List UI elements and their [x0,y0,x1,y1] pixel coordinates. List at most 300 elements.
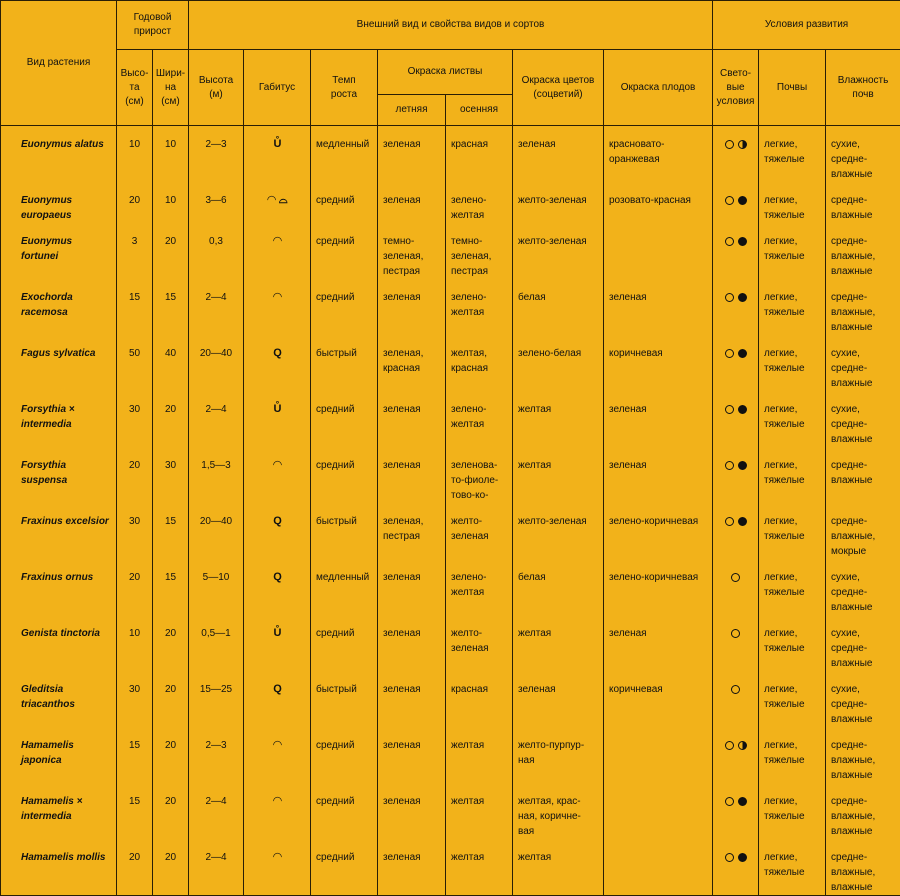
fruit-color-cell: коричневая [604,671,712,697]
leaf-autumn-cell-container [446,182,513,223]
species-cell-container [1,447,117,503]
fruit-color-cell-container [604,391,713,447]
leaf-autumn-cell: желто- зеленая [446,503,512,544]
leaf-autumn-cell: зелено- желтая [446,182,512,223]
soil-cell: легкие, тяжелые [759,335,825,376]
height-cell: 1,5—3 [189,447,243,473]
fruit-color-cell-container [604,126,713,183]
growth-height-cell-container [117,126,153,183]
growth-rate-cell-container [311,839,378,896]
moisture-cell: средне- влажные [826,182,900,223]
leaf-summer-cell: зеленая, пестрая [378,503,445,544]
fruit-color-cell-container [604,727,713,783]
sun-icon [725,853,734,862]
growth-rate-cell-container [311,279,378,335]
fruit-color-cell: зеленая [604,391,712,417]
light-conditions-cell-container [713,503,759,559]
growth-height-cell-container [117,615,153,671]
sun-icon [725,293,734,302]
growth-height-cell-container [117,391,153,447]
flower-color-cell-container [513,671,604,727]
fruit-color-cell-container [604,839,713,896]
soil-cell-container [759,671,826,727]
fruit-color-cell [604,727,712,738]
growth-rate-cell-container [311,559,378,615]
round-crown-tree-icon: Q [244,335,310,361]
leaf-autumn-cell: желтая [446,783,512,809]
flower-color-cell-container [513,503,604,559]
soil-cell-container [759,727,826,783]
light-conditions-icons [713,839,758,865]
flower-color-cell: желто-зеленая [513,182,603,208]
growth-rate-cell-container [311,727,378,783]
table-header [1,1,900,126]
moisture-cell-container [826,727,900,783]
growth-rate-cell: средний [311,223,377,249]
flower-color-cell: желто-зеленая [513,223,603,249]
growth-height-cell: 30 [117,503,152,529]
fruit-color-cell [604,839,712,850]
height-cell: 3—6 [189,182,243,208]
moisture-cell: сухие, средне- влажные [826,615,900,671]
growth-height-cell-container [117,839,153,896]
growth-rate-cell: средний [311,839,377,865]
half-shade-icon [738,140,747,149]
soil-cell: легкие, тяжелые [759,615,825,656]
sun-icon [725,797,734,806]
leaf-autumn-cell-container [446,126,513,183]
height-cell-container [189,615,244,671]
header-fruit-color: Окраска плодов [604,50,713,126]
leaf-summer-cell-container [378,783,446,839]
height-cell-container [189,727,244,783]
species-cell: Euonymus europaeus [1,182,116,223]
table-row [1,126,900,183]
light-conditions-icons [713,559,758,585]
height-cell: 2—4 [189,391,243,417]
height-cell: 0,5—1 [189,615,243,641]
table-row [1,839,900,896]
fruit-color-cell-container [604,223,713,279]
light-conditions-icons [713,391,758,417]
fruit-color-cell: зеленая [604,615,712,641]
header-leaf-autumn: осенняя [446,95,513,126]
moisture-cell: средне- влажные, влажные [826,279,900,335]
leaf-autumn-cell: зелено- желтая [446,391,512,432]
shade-icon [738,293,747,302]
moisture-cell-container [826,335,900,391]
flower-color-cell-container [513,727,604,783]
round-crown-tree-icon: Q [244,671,310,697]
leaf-summer-cell-container [378,447,446,503]
leaf-autumn-cell: желтая [446,727,512,753]
height-cell: 15—25 [189,671,243,697]
flower-color-cell: зеленая [513,671,603,697]
header-moisture: Влажность почв [826,50,900,126]
height-cell-container [189,447,244,503]
growth-width-cell-container [153,615,189,671]
fruit-color-cell-container [604,447,713,503]
growth-rate-cell-container [311,223,378,279]
table-row [1,447,900,503]
growth-height-cell-container [117,559,153,615]
growth-width-cell: 15 [153,559,188,585]
leaf-autumn-cell: желтая, красная [446,335,512,376]
moisture-cell: средне- влажные, мокрые [826,503,900,559]
growth-rate-cell-container [311,503,378,559]
moisture-cell: сухие, средне- влажные [826,126,900,182]
flower-color-cell: желтая [513,839,603,865]
light-conditions-icons [713,503,758,529]
species-cell: Fagus sylvatica [1,335,116,361]
fruit-color-cell-container [604,335,713,391]
flower-color-cell: белая [513,559,603,585]
growth-rate-cell-container [311,783,378,839]
light-conditions-cell-container [713,839,759,896]
flower-color-cell-container [513,839,604,896]
header-soil: Почвы [759,50,826,126]
table-row [1,279,900,335]
leaf-summer-cell: зеленая [378,126,445,152]
species-cell: Forsythia × intermedia [1,391,116,432]
habit-icon-container [244,559,311,615]
growth-width-cell-container [153,279,189,335]
soil-cell: легкие, тяжелые [759,727,825,768]
soil-cell-container [759,559,826,615]
soil-cell-container [759,335,826,391]
growth-width-cell-container [153,727,189,783]
leaf-summer-cell-container [378,335,446,391]
moisture-cell-container [826,279,900,335]
habit-icon-container [244,391,311,447]
growth-width-cell: 20 [153,391,188,417]
table-row [1,223,900,279]
table-row [1,391,900,447]
species-cell: Forsythia suspensa [1,447,116,488]
light-conditions-cell-container [713,447,759,503]
leaf-autumn-cell-container [446,727,513,783]
height-cell-container [189,126,244,183]
light-conditions-icons [713,223,758,249]
species-cell: Hamamelis mollis [1,839,116,865]
growth-width-cell: 40 [153,335,188,361]
habit-icon-container [244,503,311,559]
soil-cell: легкие, тяжелые [759,279,825,320]
moisture-cell: средне- влажные, влажные [826,783,900,839]
soil-cell-container [759,223,826,279]
height-cell: 20—40 [189,503,243,529]
growth-width-cell: 10 [153,182,188,208]
header-leaf-color: Окраска листвы [378,50,513,95]
moisture-cell-container [826,671,900,727]
growth-rate-cell: средний [311,182,377,208]
sun-icon [731,685,740,694]
soil-cell-container [759,391,826,447]
growth-rate-cell: средний [311,447,377,473]
growth-width-cell: 20 [153,615,188,641]
sun-icon [725,140,734,149]
height-cell: 2—4 [189,783,243,809]
species-cell-container [1,126,117,183]
growth-height-cell-container [117,671,153,727]
leaf-autumn-cell-container [446,503,513,559]
flower-color-cell-container [513,615,604,671]
light-conditions-cell-container [713,335,759,391]
soil-cell-container [759,615,826,671]
table-row [1,335,900,391]
flower-color-cell: зеленая [513,126,603,152]
light-conditions-icons [713,783,758,809]
leaf-autumn-cell-container [446,559,513,615]
fruit-color-cell: зеленая [604,447,712,473]
moisture-cell: сухие, средне- влажные [826,391,900,447]
light-conditions-cell-container [713,671,759,727]
growth-height-cell-container [117,783,153,839]
growth-width-cell-container [153,559,189,615]
leaf-autumn-cell-container [446,615,513,671]
height-cell-container [189,559,244,615]
shade-icon [738,797,747,806]
growth-height-cell-container [117,727,153,783]
growth-width-cell-container [153,391,189,447]
light-conditions-icons [713,279,758,305]
growth-width-cell: 20 [153,783,188,809]
soil-cell: легкие, тяжелые [759,559,825,600]
table-row [1,559,900,615]
spreading-icon: ◠ [244,839,310,865]
shade-icon [738,196,747,205]
shade-icon [738,461,747,470]
sun-icon [725,237,734,246]
height-cell-container [189,783,244,839]
species-cell-container [1,783,117,839]
soil-cell: легкие, тяжелые [759,783,825,824]
flower-color-cell: желтая [513,447,603,473]
header-appearance: Внешний вид и свойства видов и сортов [189,1,713,50]
light-conditions-icons [713,126,758,152]
soil-cell: легкие, тяжелые [759,839,825,880]
growth-width-cell-container [153,182,189,223]
growth-height-cell-container [117,223,153,279]
leaf-summer-cell: зеленая [378,559,445,585]
height-cell: 0,3 [189,223,243,249]
light-conditions-cell-container [713,559,759,615]
habit-icon-container [244,182,311,223]
flower-color-cell-container [513,783,604,839]
growth-rate-cell: средний [311,727,377,753]
leaf-autumn-cell-container [446,223,513,279]
growth-height-cell: 20 [117,559,152,585]
sun-icon [725,349,734,358]
growth-width-cell-container [153,447,189,503]
shade-icon [738,517,747,526]
growth-rate-cell: средний [311,615,377,641]
half-shade-icon [738,741,747,750]
spreading-icon: ◠ [244,447,310,473]
moisture-cell-container [826,391,900,447]
upright-oval-icon: Ů [244,615,310,641]
moisture-cell-container [826,503,900,559]
growth-height-cell: 20 [117,447,152,473]
fruit-color-cell-container [604,783,713,839]
flower-color-cell-container [513,391,604,447]
flower-color-cell: желто-зеленая [513,503,603,529]
height-cell: 5—10 [189,559,243,585]
growth-rate-cell: средний [311,279,377,305]
growth-rate-cell-container [311,182,378,223]
species-cell-container [1,279,117,335]
leaf-autumn-cell: желто- зеленая [446,615,512,656]
fruit-color-cell [604,783,712,794]
light-conditions-cell-container [713,783,759,839]
growth-width-cell-container [153,503,189,559]
moisture-cell-container [826,839,900,896]
spreading-icon: ◠ [244,279,310,305]
leaf-autumn-cell: зеленова- то-фиоле- тово-ко- [446,447,512,503]
sun-icon [731,629,740,638]
growth-width-cell-container [153,223,189,279]
moisture-cell: средне- влажные, влажные [826,727,900,783]
sun-icon [725,741,734,750]
header-growth-height: Высо- та (см) [117,50,153,126]
light-conditions-icons [713,727,758,753]
fruit-color-cell: красновато- оранжевая [604,126,712,167]
header-habit: Габитус [244,50,311,126]
fruit-color-cell-container [604,671,713,727]
growth-rate-cell: быстрый [311,503,377,529]
soil-cell-container [759,839,826,896]
fruit-color-cell: розовато-красная [604,182,712,208]
species-cell: Fraxinus excelsior [1,503,116,529]
species-cell-container [1,671,117,727]
habit-icon-container [244,335,311,391]
fruit-color-cell-container [604,182,713,223]
upright-oval-icon: Ů [244,126,310,152]
height-cell: 2—4 [189,839,243,865]
flower-color-cell-container [513,559,604,615]
leaf-autumn-cell: темно- зеленая, пестрая [446,223,512,279]
growth-width-cell: 20 [153,839,188,865]
species-cell: Exochorda racemosa [1,279,116,320]
leaf-autumn-cell-container [446,671,513,727]
leaf-summer-cell: темно- зеленая, пестрая [378,223,445,279]
soil-cell: легкие, тяжелые [759,391,825,432]
flower-color-cell: белая [513,279,603,305]
growth-height-cell: 15 [117,279,152,305]
species-cell: Euonymus fortunei [1,223,116,264]
habit-icon-container [244,447,311,503]
table-row [1,783,900,839]
growth-width-cell: 20 [153,727,188,753]
shade-icon [738,237,747,246]
growth-rate-cell: быстрый [311,671,377,697]
growth-width-cell: 15 [153,279,188,305]
light-conditions-cell-container [713,615,759,671]
header-annual-growth: Годовой прирост [117,1,189,50]
header-growth-width: Шири- на (см) [153,50,189,126]
growth-height-cell: 10 [117,126,152,152]
height-cell: 2—3 [189,727,243,753]
light-conditions-cell-container [713,182,759,223]
sun-icon [731,573,740,582]
leaf-summer-cell-container [378,279,446,335]
leaf-summer-cell: зеленая [378,391,445,417]
growth-height-cell: 15 [117,783,152,809]
leaf-summer-cell-container [378,503,446,559]
growth-height-cell: 30 [117,671,152,697]
leaf-autumn-cell: красная [446,126,512,152]
height-cell-container [189,335,244,391]
leaf-summer-cell: зеленая, красная [378,335,445,376]
height-cell-container [189,182,244,223]
flower-color-cell: желто-пурпур- ная [513,727,603,768]
species-cell: Fraxinus ornus [1,559,116,585]
light-conditions-icons [713,615,758,641]
moisture-cell-container [826,447,900,503]
leaf-summer-cell: зеленая [378,279,445,305]
fruit-color-cell-container [604,279,713,335]
sun-icon [725,461,734,470]
leaf-summer-cell: зеленая [378,783,445,809]
soil-cell-container [759,126,826,183]
light-conditions-icons [713,447,758,473]
moisture-cell: сухие, средне- влажные [826,335,900,391]
header-growth-rate: Темп роста [311,50,378,126]
table-row [1,671,900,727]
header-leaf-summer: летняя [378,95,446,126]
leaf-autumn-cell-container [446,447,513,503]
leaf-autumn-cell-container [446,335,513,391]
growth-rate-cell-container [311,391,378,447]
leaf-summer-cell: зеленая [378,671,445,697]
species-cell: Hamamelis japonica [1,727,116,768]
growth-height-cell: 3 [117,223,152,249]
flower-color-cell-container [513,223,604,279]
moisture-cell-container [826,783,900,839]
leaf-autumn-cell: зелено- желтая [446,279,512,320]
moisture-cell-container [826,126,900,183]
growth-rate-cell: медленный [311,126,377,152]
light-conditions-cell-container [713,223,759,279]
species-cell-container [1,223,117,279]
table-row [1,727,900,783]
growth-height-cell-container [117,503,153,559]
growth-height-cell-container [117,335,153,391]
sun-icon [725,517,734,526]
moisture-cell-container [826,559,900,615]
header-light: Свето- вые условия [713,50,759,126]
sun-icon [725,196,734,205]
moisture-cell: сухие, средне- влажные [826,559,900,615]
table-row [1,182,900,223]
light-conditions-icons [713,671,758,697]
header-conditions: Условия развития [713,1,900,50]
shade-icon [738,405,747,414]
soil-cell-container [759,279,826,335]
growth-width-cell-container [153,335,189,391]
upright-oval-icon: Ů [244,391,310,417]
header-height: Высота (м) [189,50,244,126]
growth-width-cell: 20 [153,223,188,249]
light-conditions-icons [713,182,758,208]
growth-height-cell: 50 [117,335,152,361]
fruit-color-cell: зелено-коричневая [604,503,712,529]
flower-color-cell-container [513,279,604,335]
flower-color-cell-container [513,335,604,391]
leaf-autumn-cell-container [446,839,513,896]
species-cell-container [1,559,117,615]
habit-icon-container [244,727,311,783]
